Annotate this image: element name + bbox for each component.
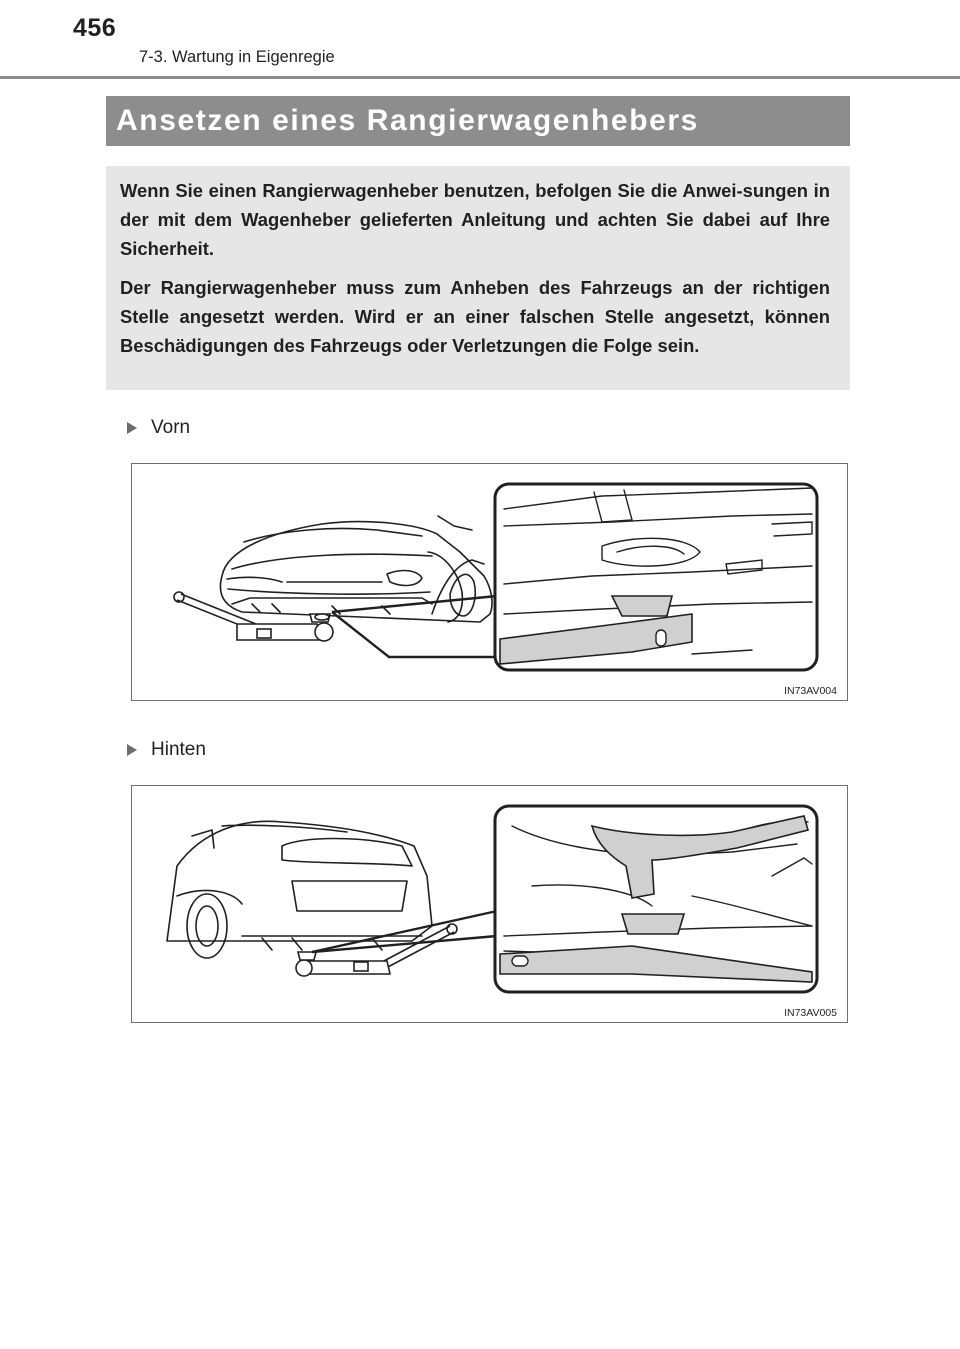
front-heading-label: Vorn bbox=[151, 417, 191, 438]
front-jack-illustration bbox=[132, 464, 849, 702]
rear-jack-illustration bbox=[132, 786, 849, 1024]
rear-heading-label: Hinten bbox=[151, 739, 206, 760]
info-paragraph-2: Der Rangierwagenheber muss zum Anheben des Fahrzeugs an der richtigen Stelle angesetzt werden. Wird er an einer falschen Stelle angesetzt, können Beschädigungen des Fahrzeugs oder Verletzungen die Folge sein. bbox=[120, 277, 830, 356]
figure-code: IN73AV004 bbox=[784, 685, 837, 697]
section-header: 7-3. Wartung in Eigenregie bbox=[139, 48, 335, 66]
page-title: Ansetzen eines Rangierwagenhebers bbox=[106, 96, 850, 146]
page-number: 456 bbox=[73, 14, 117, 42]
front-jack-figure bbox=[131, 463, 848, 701]
header-divider bbox=[0, 76, 960, 79]
figure-code: IN73AV005 bbox=[784, 1007, 837, 1019]
info-paragraph-1: Wenn Sie einen Rangierwagenheber benutzen, befolgen Sie die Anwei-sungen in der mit dem Wagenheber gelieferten Anleitung und achten Sie dabei auf Ihre Sicherheit. bbox=[120, 180, 830, 259]
front-heading bbox=[127, 417, 190, 439]
info-box bbox=[106, 166, 850, 390]
triangle-arrow-icon bbox=[127, 422, 137, 434]
rear-jack-figure bbox=[131, 785, 848, 1023]
triangle-arrow-icon bbox=[127, 744, 137, 756]
rear-heading bbox=[127, 739, 206, 761]
